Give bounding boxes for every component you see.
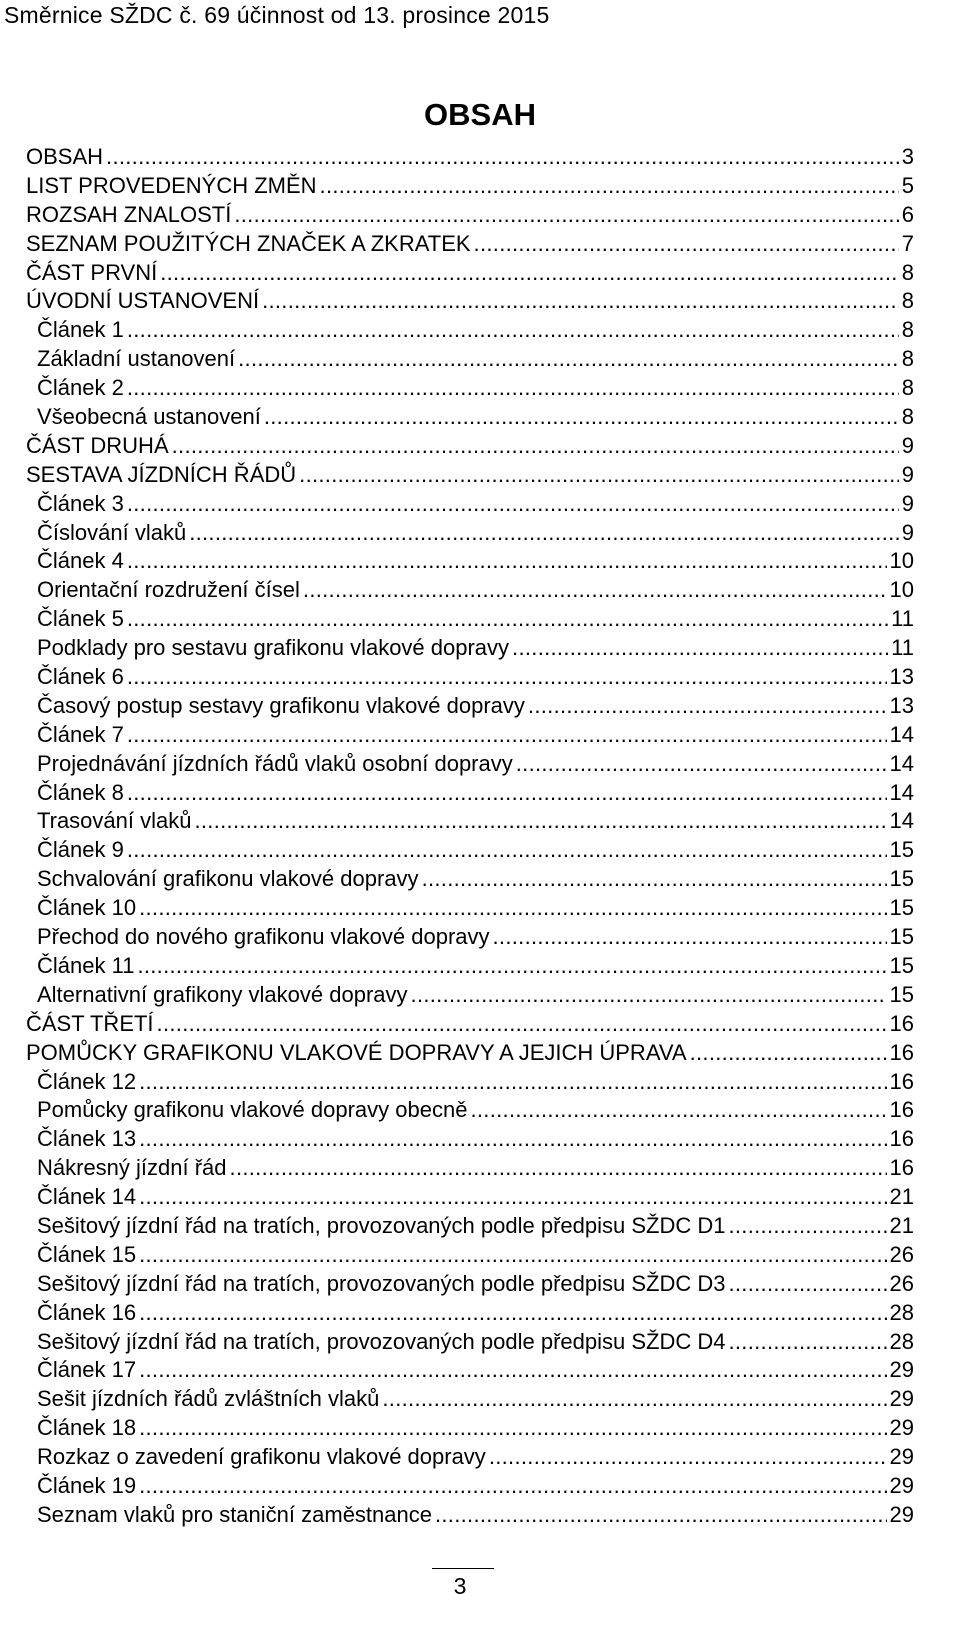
toc-entry-label: OBSAH <box>26 144 104 169</box>
toc-entry[interactable] <box>26 201 914 230</box>
toc-entry[interactable] <box>26 172 914 201</box>
toc-entry-page: 21 <box>889 1184 914 1210</box>
toc-entry-page: 26 <box>889 1241 914 1267</box>
toc-entry[interactable] <box>26 345 914 374</box>
page-number: 3 <box>453 1573 467 1599</box>
toc-entry-label: Článek 19 <box>37 1472 137 1498</box>
toc-entry[interactable] <box>26 143 914 172</box>
toc-entry-label: Rozkaz o zavedení grafikonu vlakové dopravy <box>37 1444 486 1470</box>
toc-entry-page: 8 <box>901 259 914 285</box>
toc-entry[interactable] <box>26 952 914 981</box>
dot-leader <box>728 1270 886 1298</box>
toc-entry-label: POMŮCKY GRAFIKONU VLAKOVÉ DOPRAVY A JEJICH ÚPRAVA <box>26 1039 687 1065</box>
dot-leader <box>728 1328 886 1356</box>
toc-entry-page: 14 <box>889 721 914 747</box>
toc-entry-label: Článek 9 <box>37 837 124 863</box>
toc-entry-label: Článek 2 <box>37 375 124 401</box>
toc-entry-label: Článek 13 <box>37 1126 137 1152</box>
toc-entry-page: 15 <box>889 866 914 892</box>
toc-entry[interactable] <box>26 1154 914 1183</box>
toc-entry-page: 15 <box>889 981 914 1007</box>
dot-leader <box>160 259 899 287</box>
toc-entry-page: 13 <box>889 692 914 718</box>
toc-entry-page: 28 <box>889 1299 914 1325</box>
dot-leader <box>299 461 899 489</box>
toc-entry[interactable] <box>26 1068 914 1097</box>
toc-entry[interactable] <box>26 605 914 634</box>
dot-leader <box>238 345 899 373</box>
dot-leader <box>127 721 887 749</box>
toc-entry[interactable] <box>26 1125 914 1154</box>
dot-leader <box>489 1443 887 1471</box>
toc-entry-label: Alternativní grafikony vlakové dopravy <box>37 981 408 1007</box>
toc-entry[interactable] <box>26 1096 914 1125</box>
dot-leader <box>493 923 887 951</box>
toc-entry-label: Článek 4 <box>37 548 124 574</box>
toc-entry-page: 5 <box>901 172 914 198</box>
dot-leader <box>139 1241 886 1269</box>
toc-entry[interactable] <box>26 1385 914 1414</box>
toc-entry-label: Základní ustanovení <box>37 346 236 372</box>
dot-leader <box>422 865 887 893</box>
toc-entry-page: 11 <box>891 606 914 632</box>
toc-entry-label: Číslování vlaků <box>37 519 187 545</box>
dot-leader <box>139 1068 886 1096</box>
toc-entry-label: LIST PROVEDENÝCH ZMĚN <box>26 172 317 198</box>
toc-entry-label: Článek 8 <box>37 779 124 805</box>
dot-leader <box>194 807 886 835</box>
toc-entry-label: Všeobecná ustanovení <box>37 404 261 430</box>
dot-leader <box>320 172 899 200</box>
toc-entry-label: Přechod do nového grafikonu vlakové dopravy <box>37 924 490 950</box>
toc-entry[interactable] <box>26 432 914 461</box>
toc-entry-page: 8 <box>901 317 914 343</box>
dot-leader <box>303 576 887 604</box>
dot-leader <box>157 1010 887 1038</box>
toc-entry-label: ČÁST PRVNÍ <box>26 259 158 285</box>
dot-leader <box>230 1154 887 1182</box>
toc-entry-page: 7 <box>901 230 914 256</box>
toc-entry[interactable] <box>26 779 914 808</box>
toc-entry-label: Sešitový jízdní řád na tratích, provozovaných podle předpisu SŽDC D4 <box>37 1328 726 1354</box>
toc-entry-label: Nákresný jízdní řád <box>37 1155 227 1181</box>
toc-entry-label: Článek 16 <box>37 1299 137 1325</box>
toc-entry-page: 9 <box>901 461 914 487</box>
toc-entry[interactable] <box>26 981 914 1010</box>
toc-entry-page: 15 <box>889 952 914 978</box>
toc-entry[interactable] <box>26 923 914 952</box>
toc-entry-page: 29 <box>889 1415 914 1441</box>
dot-leader <box>139 1472 886 1500</box>
dot-leader <box>139 1414 886 1442</box>
toc-entry[interactable] <box>26 807 914 836</box>
toc-entry-label: Sešitový jízdní řád na tratích, provozovaných podle předpisu SŽDC D1 <box>37 1212 726 1238</box>
toc-entry[interactable] <box>26 461 914 490</box>
dot-leader <box>262 287 899 315</box>
toc-entry-page: 14 <box>889 808 914 834</box>
document-header: Směrnice SŽDC č. 69 účinnost od 13. prosince 2015 <box>4 2 550 28</box>
toc-entry-page: 9 <box>901 432 914 458</box>
toc-entry[interactable] <box>26 1183 914 1212</box>
dot-leader <box>139 1125 886 1153</box>
toc-entry-page: 16 <box>889 1155 914 1181</box>
dot-leader <box>470 1096 886 1124</box>
page-title: OBSAH <box>424 97 536 132</box>
footer-divider <box>432 1568 494 1569</box>
dot-leader <box>435 1501 887 1529</box>
dot-leader <box>139 894 886 922</box>
toc-entry-label: Článek 7 <box>37 721 124 747</box>
toc-entry-label: Sešitový jízdní řád na tratích, provozovaných podle předpisu SŽDC D3 <box>37 1270 726 1296</box>
toc-entry-label: Orientační rozdružení čísel <box>37 577 300 603</box>
toc-entry-page: 9 <box>901 490 914 516</box>
dot-leader <box>127 547 887 575</box>
toc-entry-label: Časový postup sestavy grafikonu vlakové dopravy <box>37 692 525 718</box>
dot-leader <box>189 519 899 547</box>
toc-entry[interactable] <box>26 1472 914 1501</box>
dot-leader <box>411 981 887 1009</box>
toc-entry-page: 11 <box>891 635 914 661</box>
toc-entry-page: 15 <box>889 895 914 921</box>
toc-entry-label: Článek 12 <box>37 1068 137 1094</box>
toc-entry-label: Trasování vlaků <box>37 808 192 834</box>
toc-entry-label: Článek 5 <box>37 606 124 632</box>
toc-entry-page: 16 <box>889 1097 914 1123</box>
dot-leader <box>127 316 899 344</box>
toc-entry-label: Článek 10 <box>37 895 137 921</box>
toc-entry[interactable] <box>26 1270 914 1299</box>
toc-entry-label: Článek 1 <box>37 317 124 343</box>
dot-leader <box>264 403 899 431</box>
toc-entry-label: Sešit jízdních řádů zvláštních vlaků <box>37 1386 380 1412</box>
dot-leader <box>137 952 886 980</box>
toc-entry-page: 26 <box>889 1270 914 1296</box>
toc-entry-page: 15 <box>889 924 914 950</box>
toc-entry[interactable] <box>26 374 914 403</box>
toc-entry[interactable] <box>26 1039 914 1068</box>
dot-leader <box>127 374 899 402</box>
toc-entry-label: ROZSAH ZNALOSTÍ <box>26 201 232 227</box>
toc-entry-page: 16 <box>889 1068 914 1094</box>
dot-leader <box>172 432 899 460</box>
toc-entry[interactable] <box>26 316 914 345</box>
toc-entry-label: Seznam vlaků pro staniční zaměstnance <box>37 1501 432 1527</box>
toc-entry[interactable] <box>26 1443 914 1472</box>
toc-entry-page: 16 <box>889 1039 914 1065</box>
toc-entry[interactable] <box>26 230 914 259</box>
toc-entry-page: 9 <box>901 519 914 545</box>
dot-leader <box>474 230 899 258</box>
toc-entry[interactable] <box>26 1299 914 1328</box>
toc-entry-page: 16 <box>889 1010 914 1036</box>
toc-entry[interactable] <box>26 259 914 288</box>
toc-entry-label: ČÁST DRUHÁ <box>26 432 169 458</box>
dot-leader <box>234 201 898 229</box>
toc-entry-page: 8 <box>901 288 914 314</box>
toc-entry-label: Schvalování grafikonu vlakové dopravy <box>37 866 419 892</box>
toc-entry[interactable] <box>26 634 914 663</box>
toc-entry-label: Článek 18 <box>37 1415 137 1441</box>
toc-entry[interactable] <box>26 1241 914 1270</box>
toc-entry[interactable] <box>26 1212 914 1241</box>
toc-entry-page: 10 <box>889 577 914 603</box>
toc-entry-label: Pomůcky grafikonu vlakové dopravy obecně <box>37 1097 468 1123</box>
toc-entry[interactable] <box>26 692 914 721</box>
toc-entry-label: Článek 11 <box>37 952 135 978</box>
dot-leader <box>382 1385 886 1413</box>
toc-entry-label: ÚVODNÍ USTANOVENÍ <box>26 288 260 314</box>
toc-entry[interactable] <box>26 1414 914 1443</box>
toc-entry-page: 28 <box>889 1328 914 1354</box>
toc-entry-label: Článek 3 <box>37 490 124 516</box>
dot-leader <box>512 634 888 662</box>
toc-entry[interactable] <box>26 403 914 432</box>
toc-entry-page: 29 <box>889 1386 914 1412</box>
dot-leader <box>106 143 899 171</box>
toc-entry-page: 16 <box>889 1126 914 1152</box>
toc-entry-page: 15 <box>889 837 914 863</box>
dot-leader <box>139 1299 886 1327</box>
toc-entry-page: 8 <box>901 404 914 430</box>
toc-entry[interactable] <box>26 663 914 692</box>
toc-entry-page: 29 <box>889 1472 914 1498</box>
toc-entry-label: SESTAVA JÍZDNÍCH ŘÁDŮ <box>26 461 297 487</box>
toc-entry-page: 29 <box>889 1444 914 1470</box>
toc-entry[interactable] <box>26 750 914 779</box>
dot-leader <box>127 605 888 633</box>
toc-entry-label: Článek 6 <box>37 664 124 690</box>
toc-entry-page: 14 <box>889 779 914 805</box>
toc-entry-page: 8 <box>901 346 914 372</box>
toc-entry[interactable] <box>26 547 914 576</box>
dot-leader <box>528 692 887 720</box>
toc-entry[interactable] <box>26 1356 914 1385</box>
toc-entry[interactable] <box>26 519 914 548</box>
toc-entry[interactable] <box>26 490 914 519</box>
dot-leader <box>139 1356 886 1384</box>
toc-entry[interactable] <box>26 287 914 316</box>
toc-entry[interactable] <box>26 894 914 923</box>
toc-entry[interactable] <box>26 1328 914 1357</box>
toc-entry-label: Projednávání jízdních řádů vlaků osobní dopravy <box>37 750 513 776</box>
toc-entry-label: Článek 14 <box>37 1184 137 1210</box>
table-of-contents <box>26 143 914 1530</box>
toc-entry[interactable] <box>26 721 914 750</box>
toc-entry-page: 6 <box>901 201 914 227</box>
toc-entry-label: ČÁST TŘETÍ <box>26 1010 154 1036</box>
toc-entry-page: 10 <box>889 548 914 574</box>
toc-entry-page: 29 <box>889 1501 914 1527</box>
toc-entry-page: 14 <box>889 750 914 776</box>
toc-entry-page: 13 <box>889 664 914 690</box>
toc-entry-label: Článek 15 <box>37 1241 137 1267</box>
toc-entry-label: SEZNAM POUŽITÝCH ZNAČEK A ZKRATEK <box>26 230 471 256</box>
dot-leader <box>139 1183 886 1211</box>
toc-entry[interactable] <box>26 1501 914 1530</box>
dot-leader <box>728 1212 886 1240</box>
dot-leader <box>127 779 887 807</box>
toc-entry[interactable] <box>26 1010 914 1039</box>
dot-leader <box>690 1039 887 1067</box>
toc-entry-page: 8 <box>901 375 914 401</box>
toc-entry[interactable] <box>26 576 914 605</box>
toc-entry-page: 21 <box>889 1212 914 1238</box>
toc-entry-page: 3 <box>901 144 914 169</box>
dot-leader <box>127 490 899 518</box>
toc-entry[interactable] <box>26 865 914 894</box>
toc-entry-label: Podklady pro sestavu grafikonu vlakové dopravy <box>37 635 510 661</box>
toc-entry[interactable] <box>26 836 914 865</box>
dot-leader <box>127 836 887 864</box>
dot-leader <box>516 750 887 778</box>
dot-leader <box>127 663 887 691</box>
toc-entry-label: Článek 17 <box>37 1357 137 1383</box>
toc-entry-page: 29 <box>889 1357 914 1383</box>
